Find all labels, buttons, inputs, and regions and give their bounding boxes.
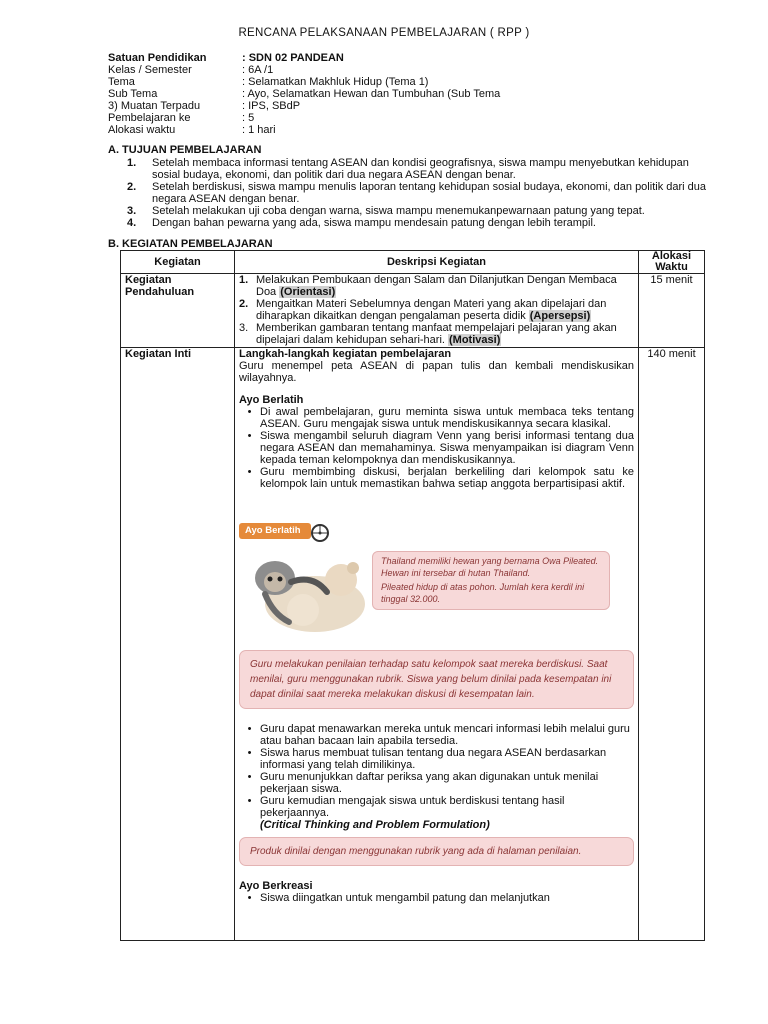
ayo-berkreasi-heading: Ayo Berkreasi [239, 880, 313, 892]
list-item [239, 466, 634, 490]
item-text: Memberikan gambaran tentang manfaat mempelajari pelajaran yang akan dipelajari dalam kehidupan sehari-hari. [256, 322, 617, 346]
identity-key: Pembelajaran ke [108, 112, 191, 124]
identity-key: Tema [108, 76, 135, 88]
goal-item [127, 157, 717, 181]
identity-value: : IPS, SBdP [242, 100, 301, 112]
bullet-text: Guru menunjukkan daftar periksa yang akan digunakan untuk menilai pekerjaan siswa. [260, 771, 599, 795]
bullet-icon: • [247, 747, 252, 759]
identity-value: : 1 hari [242, 124, 276, 136]
header-kegiatan: Kegiatan [121, 251, 235, 274]
identity-key: Alokasi waktu [108, 124, 176, 136]
goals-list [127, 157, 717, 229]
identity-row [108, 52, 500, 64]
goal-text: Setelah melakukan uji coba dengan warna, siswa mampu menemukanpewarnaan patung yang tepat. [152, 205, 645, 217]
bullet-text: Guru dapat menawarkan mereka untuk mencari informasi lebih melalui guru atau bahan bacaan lain apabila tersedia. [260, 723, 630, 747]
header-alokasi: Alokasi Waktu [639, 251, 705, 274]
ayo-berlatih-badge: Ayo Berlatih [239, 523, 311, 539]
bullet-icon: • [247, 795, 252, 807]
unicycle-icon [307, 520, 333, 542]
identity-value: : Selamatkan Makhluk Hidup (Tema 1) [242, 76, 429, 88]
list-item [239, 747, 634, 771]
identity-value: : 6A /1 [242, 64, 274, 76]
bullet-text: Siswa harus membuat tulisan tentang dua negara ASEAN berdasarkan informasi yang telah dimilikinya. [260, 747, 607, 771]
inti-time: 140 menit [639, 348, 705, 941]
section-a-heading: A. TUJUAN PEMBELAJARAN [108, 144, 262, 156]
list-item [239, 723, 634, 747]
identity-row [108, 100, 500, 112]
goal-text: Setelah berdiskusi, siswa mampu menulis laporan tentang kehidupan sosial budaya, ekonomi, dan politik dari dua negara ASEAN dengan benar. [152, 181, 706, 205]
gibbon-teddy-image [243, 552, 373, 632]
list-item [239, 430, 634, 466]
header-deskripsi: Deskripsi Kegiatan [235, 251, 639, 274]
section-b-heading: B. KEGIATAN PEMBELAJARAN [108, 238, 273, 250]
goal-number: 2. [127, 181, 137, 193]
inti-heading: Langkah-langkah kegiatan pembelajaran [239, 348, 452, 360]
identity-row [108, 112, 500, 124]
list-item [239, 795, 634, 819]
item-text: Melakukan Pembukaan dengan Salam dan Dilanjutkan Dengan Membaca Doa [256, 274, 617, 298]
critical-thinking-label: (Critical Thinking and Problem Formulation) [260, 819, 490, 831]
bullet-text: Guru membimbing diskusi, berjalan berkeliling dari kelompok satu ke kelompok lain untuk memastikan bahwa setiap anggota berpartisipasi aktif. [260, 466, 634, 490]
identity-row [108, 76, 500, 88]
identity-block [108, 52, 500, 136]
list-item [239, 322, 634, 346]
list-item [239, 298, 634, 322]
ayo-berlatih-heading: Ayo Berlatih [239, 394, 304, 406]
bullet-text: Siswa diingatkan untuk mengambil patung dan melanjutkan [260, 892, 550, 904]
goal-number: 1. [127, 157, 137, 169]
identity-key: Sub Tema [108, 88, 158, 100]
identity-value: : 5 [242, 112, 255, 124]
bubble-text-2: Pileated hidup di atas pohon. Jumlah kera kerdil ini tinggal 32.000. [381, 582, 585, 604]
pendahuluan-time: 15 menit [639, 274, 705, 348]
identity-row [108, 88, 500, 100]
goal-number: 4. [127, 217, 137, 229]
identity-key: Kelas / Semester [108, 64, 192, 76]
item-number: 2. [239, 298, 249, 310]
table-row [121, 274, 705, 348]
item-text: Mengaitkan Materi Sebelumnya dengan Materi yang akan dipelajari dan diharapkan dikaitkan dengan pengalaman peserta didik [256, 298, 607, 322]
bullet-text: Guru kemudian mengajak siswa untuk berdiskusi tentang hasil pekerjaannya. [260, 795, 565, 819]
item-number: 1. [239, 274, 249, 286]
list-item [239, 771, 634, 795]
identity-value: : SDN 02 PANDEAN [242, 52, 344, 64]
goal-item [127, 217, 717, 229]
product-note: Produk dinilai dengan menggunakan rubrik yang ada di halaman penilaian. [239, 837, 634, 866]
table-header-row [121, 251, 705, 274]
bullet-icon: • [247, 892, 252, 904]
identity-key: Satuan Pendidikan [108, 52, 207, 64]
orientasi-tag: (Orientasi) [280, 286, 336, 298]
motivasi-tag: (Motivasi) [449, 334, 501, 346]
bullet-icon: • [247, 466, 252, 478]
identity-row [108, 124, 500, 136]
bullet-text: Siswa mengambil seluruh diagram Venn yang berisi informasi tentang dua negara ASEAN dan memahaminya. Siswa menyampaikan isi diagram Venn kepada teman kelompoknya dan mendiskusikannya. [260, 430, 634, 466]
info-bubble [372, 551, 610, 610]
owa-illustration [239, 548, 634, 636]
row-label-pendahuluan: Kegiatan Pendahuluan [121, 274, 235, 348]
table-row [121, 348, 705, 941]
goal-number: 3. [127, 205, 137, 217]
goal-item [127, 205, 717, 217]
identity-row [108, 64, 500, 76]
row-label-inti: Kegiatan Inti [121, 348, 235, 941]
bullet-text: Di awal pembelajaran, guru meminta siswa untuk membaca teks tentang ASEAN. Guru mengajak siswa untuk mendiskusikannya secara klasikal. [260, 406, 634, 430]
list-item [239, 406, 634, 430]
goal-text: Setelah membaca informasi tentang ASEAN dan kondisi geografisnya, siswa mampu menyebutkan kehidupan sosial budaya, ekonomi, dan politik dari dua negara ASEAN dengan benar. [152, 157, 689, 181]
goal-text: Dengan bahan pewarna yang ada, siswa mampu mendesain patung dengan lebih terampil. [152, 217, 596, 229]
goal-item [127, 181, 717, 205]
document-title: RENCANA PELAKSANAAN PEMBELAJARAN ( RPP ) [238, 27, 530, 39]
bullet-icon: • [247, 723, 252, 735]
assessment-note: Guru melakukan penilaian terhadap satu kelompok saat mereka berdiskusi. Saat menilai, guru menggunakan rubrik. Siswa yang belum dinilai pada kesempatan ini dapat dinilai saat mereka melakukan diskusi di kesempatan lain. [239, 650, 634, 709]
apersepsi-tag: (Apersepsi) [529, 310, 591, 322]
bullet-icon: • [247, 406, 252, 418]
bullet-icon: • [247, 771, 252, 783]
list-item [239, 274, 634, 298]
ayo-berlatih-badge-row [239, 520, 634, 542]
pendahuluan-description [235, 274, 639, 348]
activity-table [120, 250, 705, 941]
inti-description [235, 348, 639, 941]
list-item [239, 892, 634, 904]
identity-key: 3) Muatan Terpadu [108, 100, 201, 112]
bubble-text-1: Thailand memiliki hewan yang bernama Owa Pileated. Hewan ini tersebar di hutan Thailand. [381, 556, 599, 578]
inti-intro: Guru menempel peta ASEAN di papan tulis dan kembali mendiskusikan wilayahnya. [239, 360, 634, 384]
bullet-icon: • [247, 430, 252, 442]
identity-value: : Ayo, Selamatkan Hewan dan Tumbuhan (Sub Tema [242, 88, 501, 100]
item-number: 3. [239, 322, 249, 334]
